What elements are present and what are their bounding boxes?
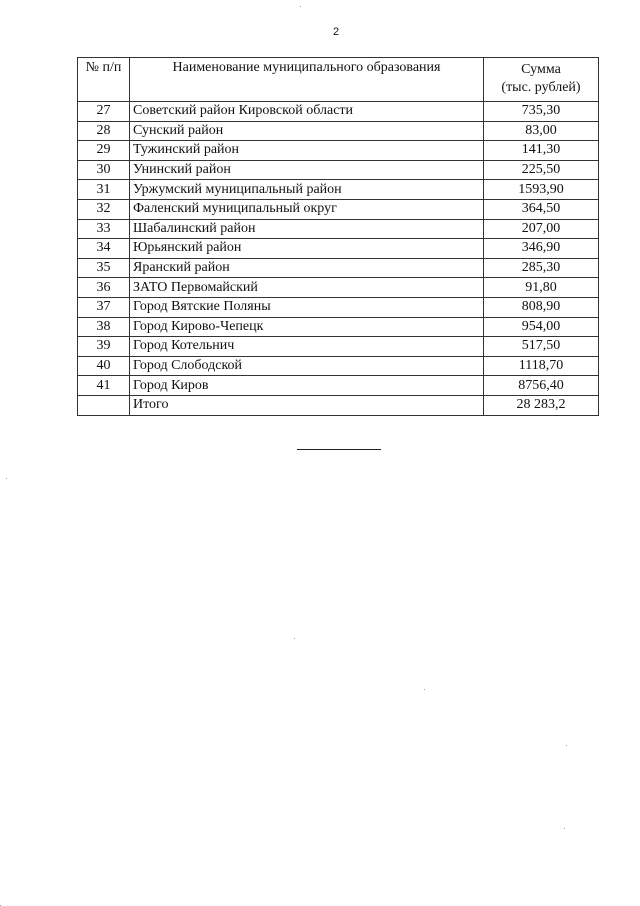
table-row: [78, 317, 599, 337]
table-row: [78, 199, 599, 219]
scan-speck: [300, 6, 301, 7]
table-row: [78, 180, 599, 200]
row-municipality: Советский район Кировской области: [130, 102, 484, 122]
table-row: [78, 258, 599, 278]
row-sum: 954,00: [484, 317, 599, 337]
row-sum: 808,90: [484, 297, 599, 317]
row-number: 30: [78, 160, 130, 180]
table-row: [78, 376, 599, 396]
total-sum: 28 283,2: [484, 395, 599, 415]
table-row: [78, 239, 599, 259]
row-sum: 91,80: [484, 278, 599, 298]
table-row: [78, 160, 599, 180]
row-municipality: Город Слободской: [130, 356, 484, 376]
scan-speck: [424, 689, 425, 690]
row-number: 34: [78, 239, 130, 259]
row-municipality: Фаленский муниципальный округ: [130, 199, 484, 219]
table-header: [78, 58, 599, 102]
row-municipality: ЗАТО Первомайский: [130, 278, 484, 298]
allocation-table: [77, 57, 599, 416]
row-sum: 346,90: [484, 239, 599, 259]
row-number: 33: [78, 219, 130, 239]
header-sum-title: Сумма: [521, 62, 561, 77]
row-municipality: Уржумский муниципальный район: [130, 180, 484, 200]
row-number: 41: [78, 376, 130, 396]
table-row: [78, 337, 599, 357]
total-label: Итого: [130, 395, 484, 415]
row-number: 39: [78, 337, 130, 357]
table-row: [78, 141, 599, 161]
table-row: [78, 278, 599, 298]
header-sum: [484, 58, 599, 102]
table-row: [78, 121, 599, 141]
table-row: [78, 356, 599, 376]
row-number: 31: [78, 180, 130, 200]
table-body: [78, 102, 599, 416]
row-municipality: Тужинский район: [130, 141, 484, 161]
row-number: 38: [78, 317, 130, 337]
row-sum: 225,50: [484, 160, 599, 180]
row-number: 28: [78, 121, 130, 141]
row-sum: 141,30: [484, 141, 599, 161]
row-sum: 735,30: [484, 102, 599, 122]
row-sum: 8756,40: [484, 376, 599, 396]
scan-speck: [294, 638, 295, 639]
row-municipality: Город Вятские Поляны: [130, 297, 484, 317]
row-sum: 364,50: [484, 199, 599, 219]
row-number: 27: [78, 102, 130, 122]
end-divider-line: [297, 449, 381, 450]
row-municipality: Шабалинский район: [130, 219, 484, 239]
row-number: 40: [78, 356, 130, 376]
row-sum: 285,30: [484, 258, 599, 278]
row-number: 37: [78, 297, 130, 317]
table-row: [78, 297, 599, 317]
row-number: 29: [78, 141, 130, 161]
row-municipality: Город Котельнич: [130, 337, 484, 357]
row-municipality: Город Кирово-Чепецк: [130, 317, 484, 337]
row-sum: 1593,90: [484, 180, 599, 200]
row-municipality: Город Киров: [130, 376, 484, 396]
row-number: 32: [78, 199, 130, 219]
total-row: [78, 395, 599, 415]
table-row: [78, 219, 599, 239]
header-sum-unit: (тыс. рублей): [501, 80, 581, 96]
row-sum: 83,00: [484, 121, 599, 141]
row-municipality: Яранский район: [130, 258, 484, 278]
header-number: № п/п: [78, 58, 130, 102]
row-municipality: Унинский район: [130, 160, 484, 180]
row-number: 35: [78, 258, 130, 278]
row-sum: 1118,70: [484, 356, 599, 376]
table-row: [78, 102, 599, 122]
total-number: [78, 395, 130, 415]
row-sum: 517,50: [484, 337, 599, 357]
scan-speck: [6, 478, 7, 479]
row-municipality: Сунский район: [130, 121, 484, 141]
header-row: [78, 58, 599, 102]
scan-speck: [564, 828, 565, 829]
row-municipality: Юрьянский район: [130, 239, 484, 259]
page-number: 2: [332, 26, 340, 38]
row-number: 36: [78, 278, 130, 298]
row-sum: 207,00: [484, 219, 599, 239]
header-municipality: Наименование муниципального образования: [130, 58, 484, 102]
scan-speck: [566, 745, 567, 746]
